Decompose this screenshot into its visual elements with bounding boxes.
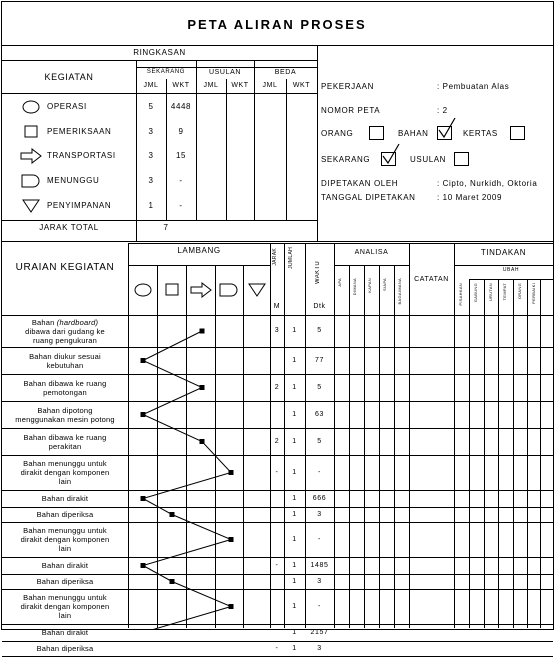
sub-header-wkt: WKT	[292, 82, 311, 89]
waktu-value: 666	[312, 494, 327, 502]
description-line: lain	[58, 544, 72, 553]
tindakan-header: TINDAKAN	[480, 248, 527, 257]
ubah-header: UBAH	[502, 267, 520, 273]
description-line: lain	[58, 611, 72, 620]
summary-label-penyimpanan: PENYIMPANAN	[47, 201, 112, 210]
jarak-value: 3	[274, 327, 280, 334]
tindakan-col-gabung: GABUNG	[473, 283, 478, 303]
description-line: Bahan menunggu untuk	[23, 593, 107, 602]
jarak-value: 2	[274, 383, 280, 391]
waktu-value: 5	[317, 383, 322, 391]
description-line: kebutuhan	[46, 360, 84, 370]
analisa-col-siapa: SIAPA	[382, 278, 387, 291]
flow-point-marker	[141, 412, 146, 417]
group-sekarang: SEKARANG	[146, 69, 186, 75]
flow-point-marker	[200, 385, 205, 390]
summary-total-label: JARAK TOTAL	[39, 223, 99, 232]
summary-jml-value: 5	[148, 102, 154, 111]
jumlah-value: 1	[292, 577, 297, 585]
summary-heading: RINGKASAN	[133, 48, 186, 57]
jumlah-header: JUMLAH	[288, 247, 294, 269]
pekerjaan-label: PEKERJAAN	[321, 82, 374, 91]
sub-header-wkt: WKT	[231, 82, 249, 89]
sekarang-label: SEKARANG	[321, 155, 371, 164]
jarak-value: -	[275, 561, 279, 569]
summary-label-operasi: OPERASI	[47, 102, 87, 111]
waktu-value: 5	[317, 437, 322, 445]
description-line: menggunakan mesin potong	[15, 414, 115, 424]
kertas-label: KERTAS	[463, 129, 498, 138]
jumlah-value: 1	[292, 494, 297, 502]
description-line: perakitan	[48, 441, 82, 451]
usulan-label: USULAN	[410, 155, 447, 164]
description-line: pemotongan	[43, 387, 87, 397]
flow-point-marker	[229, 470, 234, 475]
summary-total-value: 7	[163, 223, 169, 232]
waktu-value: -	[318, 602, 321, 610]
waktu-value: 5	[317, 327, 322, 334]
summary-label-menunggu: MENUNGGU	[47, 176, 100, 185]
jumlah-value: 1	[292, 410, 297, 418]
flow-point-marker	[229, 604, 234, 609]
tanggal-value: : 10 Maret 2009	[437, 193, 503, 202]
activity-description	[2, 644, 128, 653]
summary-wkt-value: 15	[175, 151, 187, 160]
jarak-value: -	[275, 644, 279, 652]
summary-wkt-value: 4448	[170, 102, 192, 111]
description-line: Bahan dibawa ke ruang	[23, 432, 107, 442]
waktu-value: -	[318, 468, 321, 476]
group-beda: BEDA	[274, 69, 297, 76]
flow-point-marker	[200, 329, 205, 334]
sub-header-wkt: WKT	[172, 82, 190, 89]
flow-point-marker	[141, 563, 146, 568]
waktu-value: 77	[315, 356, 324, 364]
jumlah-value: 1	[292, 561, 297, 569]
flow-point-marker	[229, 537, 234, 542]
jumlah-value: 1	[292, 644, 297, 652]
waktu-value: -	[318, 535, 321, 543]
analisa-col-apa: APA	[337, 278, 342, 287]
description-line: Bahan diperiksa	[36, 577, 94, 586]
summary-label-pemeriksaan: PEMERIKSAAN	[47, 127, 112, 136]
description-line: Bahan dirakit	[41, 494, 89, 503]
waktu-value: 3	[317, 644, 322, 652]
uraian-header: URAIAN KEGIATAN	[15, 262, 115, 273]
lambang-header: LAMBANG	[177, 246, 221, 255]
row-divider	[2, 641, 553, 642]
flow-point-marker	[200, 439, 205, 444]
jumlah-value: 1	[292, 383, 297, 391]
sub-header-jml: JML	[203, 82, 219, 89]
description-line: Bahan diukur sesuai	[29, 351, 101, 361]
tindakan-col-urutan: URUTAN	[488, 283, 493, 302]
waktu-unit: Dtk	[313, 303, 326, 310]
tanggal-label: TANGGAL DIPETAKAN	[321, 193, 416, 202]
jumlah-value: 1	[292, 602, 297, 610]
waktu-value: 63	[315, 410, 324, 418]
flow-point-marker	[141, 496, 146, 501]
analisa-col-bagaimana: BAGAIMANA	[397, 278, 402, 305]
waktu-header: WAKTU	[315, 261, 321, 284]
tindakan-col-perbaiki: PERBAIKI	[531, 283, 536, 304]
nomor-peta-label: NOMOR PETA	[321, 106, 381, 115]
jarak-unit: M	[273, 303, 281, 310]
flow-point-marker	[141, 358, 146, 363]
dipetakan-oleh-label: DIPETAKAN OLEH	[321, 179, 399, 188]
material-name: (hardboard)	[56, 317, 99, 327]
description-line: dirakit dengan komponen	[20, 602, 110, 611]
description-line: Bahan dibawa ke ruang	[23, 378, 107, 388]
jumlah-value: 1	[292, 327, 297, 334]
description-line: Bahan dirakit	[41, 628, 89, 637]
pekerjaan-value: : Pembuatan Alas	[437, 82, 510, 91]
page-title: PETA ALIRAN PROSES	[187, 17, 367, 32]
orang-label: ORANG	[321, 129, 354, 138]
summary-label-transportasi: TRANSPORTASI	[47, 151, 116, 160]
tindakan-col-pisahkan: PISAHKAN	[458, 283, 463, 306]
bahan-label: BAHAN	[398, 129, 429, 138]
description-line: Bahan menunggu untuk	[23, 526, 107, 535]
sub-header-jml: JML	[262, 82, 278, 89]
description-line: dirakit dengan komponen	[20, 535, 110, 544]
dipetakan-oleh-value: : Cipto, Nurkidh, Oktoria	[437, 179, 538, 188]
waktu-value: 2157	[310, 628, 329, 636]
analisa-col-kapan: KAPAN	[367, 278, 372, 293]
summary-wkt-value: 9	[178, 127, 184, 136]
jarak-value: -	[275, 468, 279, 476]
description-line: dibawa dari gudang ke	[25, 326, 105, 336]
summary-wkt-value: -	[179, 201, 183, 210]
summary-activity-header: KEGIATAN	[44, 72, 94, 82]
summary-jml-value: 3	[148, 176, 154, 185]
analisa-header: ANALISA	[354, 249, 389, 256]
waktu-value: 1485	[310, 561, 329, 569]
description-line: Bahan dirakit	[41, 561, 89, 570]
jumlah-value: 1	[292, 356, 297, 364]
tindakan-col-tempat: TEMPAT	[502, 283, 507, 301]
description-text: Bahan	[31, 317, 57, 327]
jumlah-value: 1	[292, 628, 297, 636]
description-line: Bahan diperiksa	[36, 510, 94, 519]
description-line: lain	[58, 477, 72, 486]
jarak-value: 2	[274, 437, 280, 445]
description-line: Bahan dipotong	[37, 405, 93, 415]
jumlah-value: 1	[292, 468, 297, 476]
description-line: ruang pengukuran	[32, 335, 98, 345]
jarak-header: JARAK	[272, 248, 278, 266]
description-line: dirakit dengan komponen	[20, 468, 110, 477]
waktu-value: 3	[317, 577, 322, 585]
jumlah-value: 1	[292, 535, 297, 543]
jumlah-value: 1	[292, 437, 297, 445]
description-line: Bahan menunggu untuk	[23, 459, 107, 468]
analisa-col-dimana: DIMANA	[352, 278, 357, 296]
catatan-header: CATATAN	[414, 276, 449, 283]
summary-wkt-value: -	[179, 176, 183, 185]
nomor-peta-value: : 2	[437, 106, 448, 115]
group-usulan: USULAN	[209, 69, 241, 76]
summary-jml-value: 3	[148, 127, 154, 136]
jumlah-value: 1	[292, 510, 297, 518]
waktu-value: 3	[317, 510, 322, 518]
flow-connector	[143, 331, 231, 630]
sub-header-jml: JML	[143, 82, 159, 89]
description-line: Bahan diperiksa	[36, 644, 94, 653]
flow-point-marker	[170, 579, 175, 584]
summary-jml-value: 1	[148, 201, 154, 210]
summary-jml-value: 3	[148, 151, 154, 160]
tindakan-col-orang: ORANG	[517, 283, 522, 300]
flow-point-marker	[170, 512, 175, 517]
